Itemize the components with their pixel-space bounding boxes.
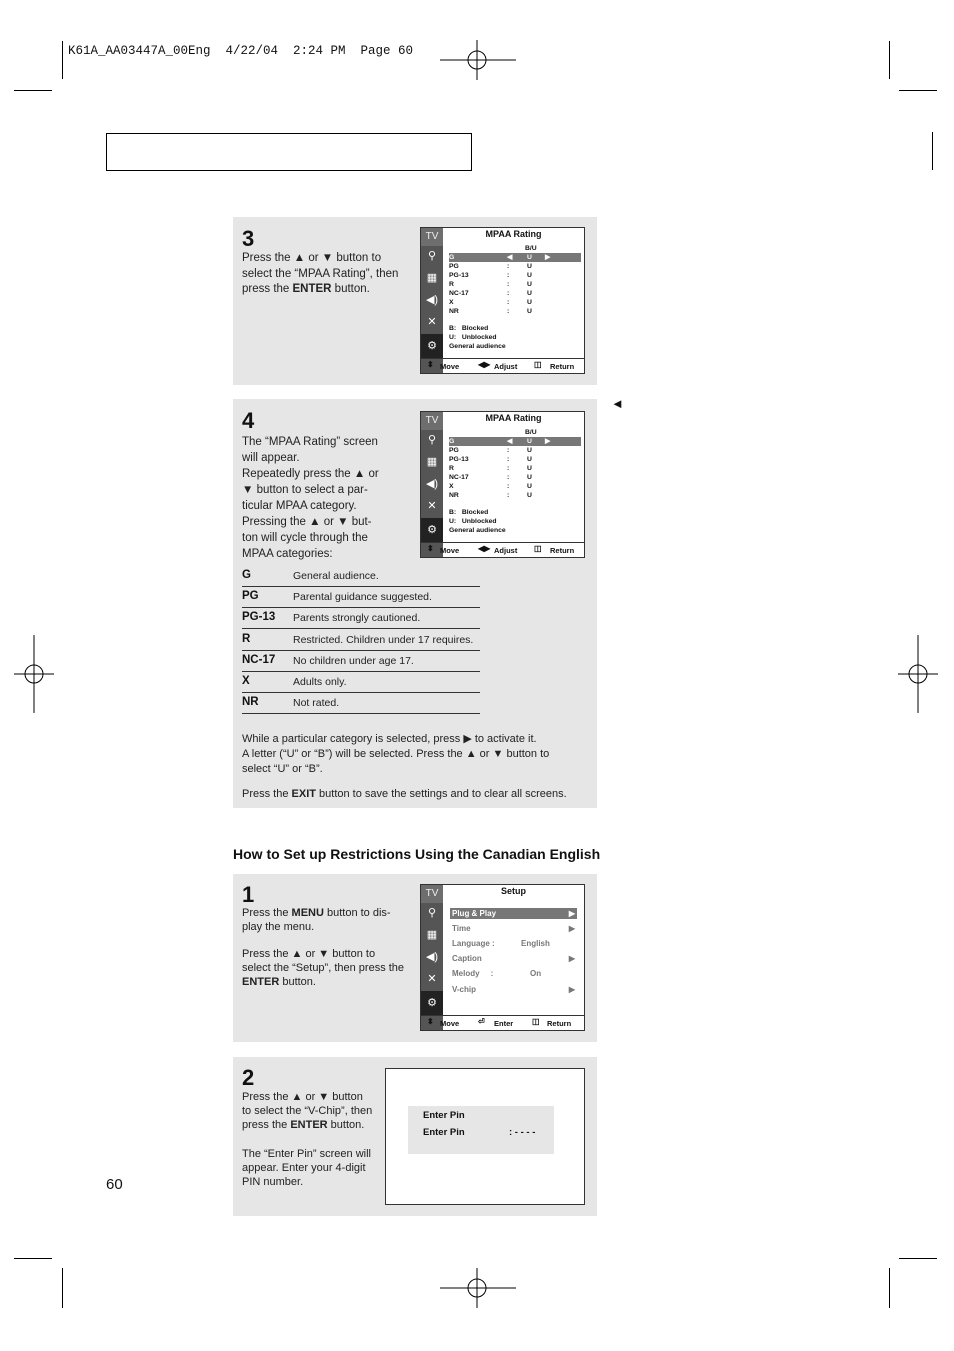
rating-row[interactable]: X : U [449, 483, 532, 490]
rating-row[interactable]: NR : U [449, 308, 532, 315]
legend-line: General audience [449, 343, 506, 350]
pin-dialog [408, 1106, 554, 1154]
rating-row[interactable]: PG-13 : U [449, 456, 532, 463]
move-icon: ⬍ [427, 360, 434, 369]
step-number: 3 [242, 226, 255, 251]
crop-mark [62, 41, 63, 79]
legend-line: General audience [449, 527, 506, 534]
osd-sidebar [421, 228, 443, 373]
return-label: Return [550, 546, 575, 555]
adjust-icon: ◀▶ [478, 544, 491, 553]
rating-row[interactable]: G ◀ U ▶ [449, 437, 581, 446]
enter-icon: ⏎ [478, 1017, 485, 1026]
rating-row[interactable]: R : U [449, 281, 532, 288]
mpaa-category-table [242, 566, 480, 716]
crop-mark [899, 90, 937, 91]
pin-label: Enter Pin [423, 1110, 465, 1121]
setup-item-plug-play[interactable]: Plug & Play ▶ [452, 909, 575, 918]
osd-button-bar [421, 358, 584, 373]
legend-line: B: Blocked [449, 325, 489, 332]
print-header: K61A_AA03447A_00Eng 4/22/04 2:24 PM Page 60 [68, 44, 414, 58]
speaker-icon: ◀) [425, 478, 439, 490]
chapter-title-box [106, 133, 472, 171]
setup-item-caption[interactable]: Caption ▶ [452, 954, 575, 963]
osd-sidebar [421, 885, 443, 1030]
setup-item-language[interactable]: Language : English [452, 939, 550, 948]
rating-row[interactable]: NR : U [449, 492, 532, 499]
pin-label: Enter Pin [423, 1127, 465, 1138]
enter-pin-screen [385, 1068, 585, 1205]
page-number: 60 [106, 1176, 123, 1193]
step-1-text: Press the MENU button to dis- play the menu. Press the ▲ or ▼ button to select the “Setup”, then press the ENTER button. [242, 907, 405, 988]
tv-label: TV [421, 412, 443, 430]
osd-button-bar [421, 542, 584, 557]
channel-icon: ✕ [427, 316, 437, 328]
rating-row[interactable]: PG : U [449, 447, 532, 454]
legend-line: U: Unblocked [449, 518, 497, 525]
crop-mark [889, 1268, 890, 1308]
osd-title: Setup [500, 886, 526, 896]
tv-label: TV [421, 228, 443, 246]
osd-title: MPAA Rating [485, 413, 542, 423]
category-row: PG-13 Parents strongly cautioned. [242, 608, 480, 629]
osd-sidebar [421, 412, 443, 557]
registration-mark-icon [440, 40, 516, 80]
crop-mark [14, 1258, 52, 1259]
margin-arrow: ◄ [611, 396, 624, 411]
antenna-icon: ⚲ [427, 250, 437, 262]
step-number: 1 [242, 882, 255, 907]
step-3-text: Press the ▲ or ▼ button to select the “MPAA Rating”, then press the ENTER button. [242, 252, 399, 295]
move-icon: ⬍ [427, 544, 434, 553]
crop-mark [62, 1268, 63, 1308]
speaker-icon: ◀) [425, 951, 439, 963]
rating-row[interactable]: R : U [449, 465, 532, 472]
step-2-text: Press the ▲ or ▼ button to select the “V-Chip”, then press the ENTER button. The “Enter Pin” screen will appear. Enter your 4-digit PIN number. [242, 1091, 373, 1188]
channel-icon: ✕ [427, 500, 437, 512]
settings-icon: ⚙ [421, 518, 443, 542]
adjust-icon: ◀▶ [478, 360, 491, 369]
step-4-text: The “MPAA Rating” screen will appear. Repeatedly press the ▲ or ▼ button to select a par- ticular MPAA category. Pressing the ▲ or ▼ but- ton will cycle through the MPAA categories: [242, 436, 379, 560]
picture-icon: ▦ [426, 272, 438, 284]
menu-icon: ◫ [532, 1017, 540, 1026]
setup-menu-screen [420, 884, 585, 1031]
channel-icon: ✕ [427, 973, 437, 985]
osd-button-bar [421, 1015, 584, 1030]
legend-line: U: Unblocked [449, 334, 497, 341]
tv-label: TV [421, 885, 443, 903]
setup-item-time[interactable]: Time ▶ [452, 924, 575, 933]
settings-icon: ⚙ [421, 991, 443, 1015]
setup-item-vchip[interactable]: V-chip ▶ [452, 985, 575, 994]
legend-line: B: Blocked [449, 509, 489, 516]
registration-mark-icon [14, 635, 54, 713]
category-row: PG Parental guidance suggested. [242, 587, 480, 608]
return-label: Return [550, 362, 575, 371]
picture-icon: ▦ [426, 929, 438, 941]
step-4-after-text: While a particular category is selected, press ▶ to activate it. A letter (“U” or “B”) will be selected. Press the ▲ or ▼ button to select “U” or “B”. Press the EXIT button to save the settings and to clear all screens. [242, 733, 567, 800]
category-row: R Restricted. Children under 17 requires. [242, 630, 480, 651]
osd-title: MPAA Rating [485, 229, 542, 239]
crop-mark [899, 1258, 937, 1259]
menu-icon: ◫ [534, 360, 542, 369]
rating-row[interactable]: X : U [449, 299, 532, 306]
move-label: Move [440, 1019, 460, 1028]
return-label: Return [547, 1019, 572, 1028]
col-header: B/U [525, 429, 537, 436]
category-row: G General audience. [242, 566, 480, 587]
rating-row[interactable]: NC-17 : U [449, 290, 532, 297]
crop-mark [932, 132, 933, 170]
adjust-label: Adjust [494, 546, 518, 555]
move-label: Move [440, 362, 460, 371]
rating-row[interactable]: PG-13 : U [449, 272, 532, 279]
enter-label: Enter [494, 1019, 514, 1028]
section-heading: How to Set up Restrictions Using the Canadian English [233, 846, 601, 862]
crop-mark [14, 90, 52, 91]
antenna-icon: ⚲ [427, 907, 437, 919]
menu-icon: ◫ [534, 544, 542, 553]
move-label: Move [440, 546, 460, 555]
antenna-icon: ⚲ [427, 434, 437, 446]
setup-item-melody[interactable]: Melody : On [452, 969, 542, 978]
rating-row[interactable]: PG : U [449, 263, 532, 270]
settings-icon: ⚙ [421, 334, 443, 358]
category-row: X Adults only. [242, 672, 480, 693]
mpaa-rating-screen [420, 411, 585, 558]
mpaa-rating-screen [420, 227, 585, 374]
step-number: 2 [242, 1065, 255, 1090]
speaker-icon: ◀) [425, 294, 439, 306]
registration-mark-icon [898, 635, 938, 713]
adjust-label: Adjust [494, 362, 518, 371]
category-row: NC-17 No children under age 17. [242, 651, 480, 672]
pin-input[interactable]: : - - - - [509, 1127, 536, 1138]
rating-row[interactable]: G ◀ U ▶ [449, 253, 581, 262]
rating-row[interactable]: NC-17 : U [449, 474, 532, 481]
step-number: 4 [242, 408, 255, 433]
move-icon: ⬍ [427, 1017, 434, 1026]
picture-icon: ▦ [426, 456, 438, 468]
category-row: NR Not rated. [242, 693, 480, 714]
registration-mark-icon [440, 1268, 516, 1308]
col-header: B/U [525, 245, 537, 252]
crop-mark [889, 41, 890, 79]
